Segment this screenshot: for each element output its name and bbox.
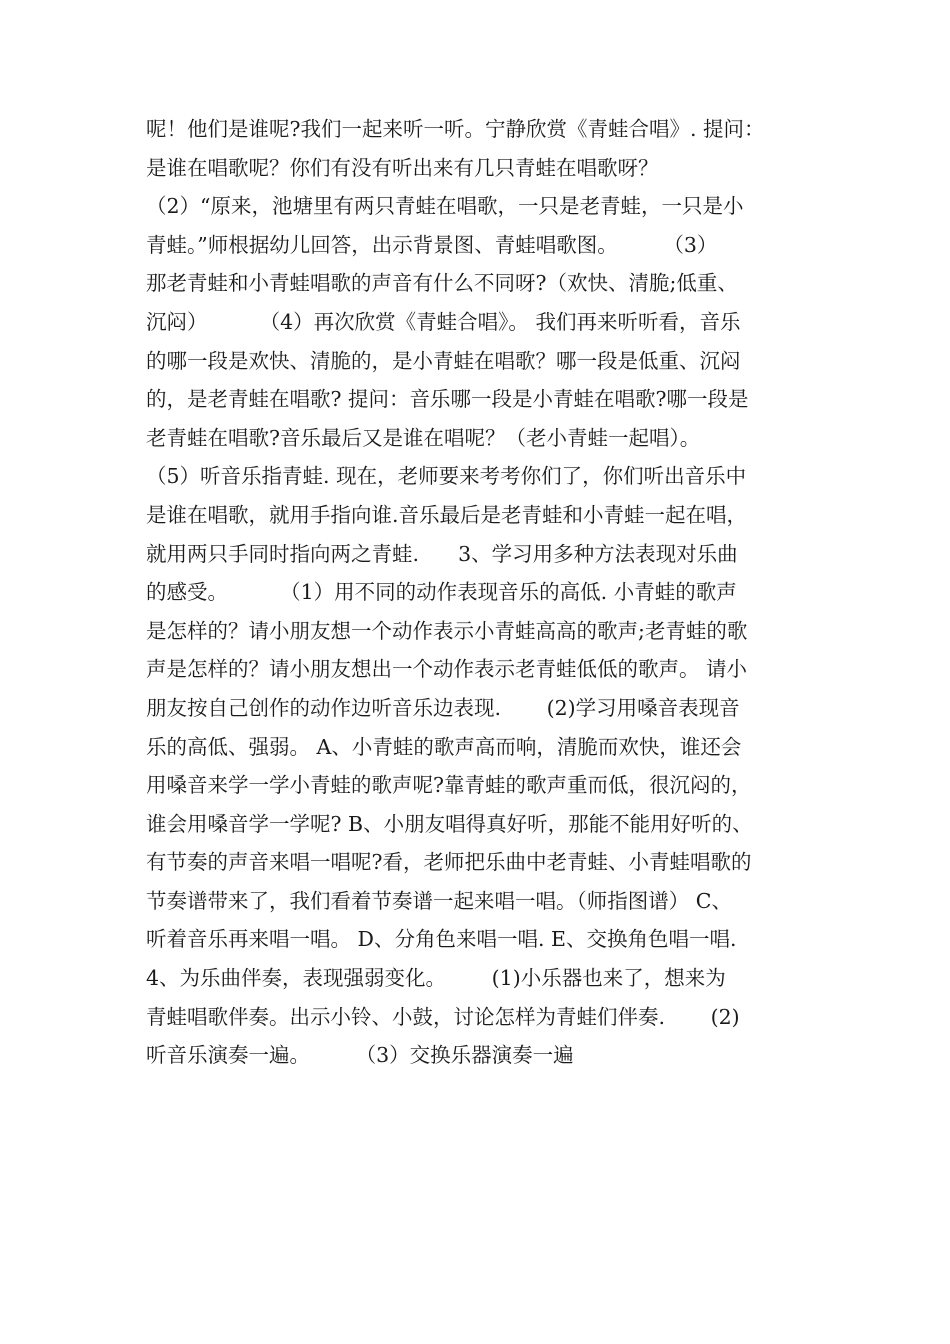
text-line: 朋友按自己创作的动作边听音乐边表现. (2)学习用嗓音表现音 (146, 695, 740, 720)
text-line: 的哪一段是欢快、清脆的，是小青蛙在唱歌？哪一段是低重、沉闷 (146, 348, 741, 373)
text-line: 听着音乐再来唱一唱。 D、分角色来唱一唱. E、交换角色唱一唱. (146, 927, 737, 952)
text-line: 有节奏的声音来唱一唱呢?看，老师把乐曲中老青蛙、小青蛙唱歌的 (146, 850, 752, 875)
body-text (146, 110, 810, 1075)
text-line: （5）听音乐指青蛙. 现在，老师要来考考你们了，你们听出音乐中 (146, 464, 747, 489)
text-line: 青蛙。”师根据幼儿回答，出示背景图、青蛙唱歌图。 （3） (146, 232, 718, 257)
text-line: 青蛙唱歌伴奏。出示小铃、小鼓，讨论怎样为青蛙们伴奏. (2) (146, 1004, 740, 1029)
text-line: 听音乐演奏一遍。 （3）交换乐器演奏一遍 (146, 1043, 574, 1068)
text-line: 是怎样的？请小朋友想一个动作表示小青蛙高高的歌声;老青蛙的歌 (146, 618, 748, 643)
text-line: 是谁在唱歌，就用手指向谁.音乐最后是老青蛙和小青蛙一起在唱， (146, 502, 748, 527)
text-line: 是谁在唱歌呢？你们有没有听出来有几只青蛙在唱歌呀？ (146, 155, 659, 180)
text-line: 那老青蛙和小青蛙唱歌的声音有什么不同呀?（欢快、清脆;低重、 (146, 271, 738, 296)
text-line: 沉闷） （4）再次欣赏《青蛙合唱》。 我们再来听听看，音乐 (146, 309, 741, 334)
text-line: 4、为乐曲伴奏，表现强弱变化。 (1)小乐器也来了，想来为 (146, 966, 726, 991)
text-line: 就用两只手同时指向两之青蛙. 3、学习用多种方法表现对乐曲 (146, 541, 738, 566)
text-line: （2）“原来，池塘里有两只青蛙在唱歌，一只是老青蛙，一只是小 (146, 194, 744, 219)
text-line: 呢！他们是谁呢?我们一起来听一听。宁静欣赏《青蛙合唱》. 提问： (146, 117, 765, 141)
text-line: 的，是老青蛙在唱歌? 提问：音乐哪一段是小青蛙在唱歌?哪一段是 (146, 387, 749, 412)
text-line: 乐的高低、强弱。 A、小青蛙的歌声高而响，清脆而欢快，谁还会 (146, 734, 742, 759)
text-line: 节奏谱带来了，我们看着节奏谱一起来唱一唱。（师指图谱） C、 (146, 888, 732, 913)
text-line: 谁会用嗓音学一学呢? B、小朋友唱得真好听，那能不能用好听的、 (146, 811, 753, 836)
text-line: 老青蛙在唱歌?音乐最后又是谁在唱呢？（老小青蛙一起唱）。 (146, 425, 701, 450)
text-line: 用嗓音来学一学小青蛙的歌声呢?靠青蛙的歌声重而低，很沉闷的， (146, 773, 752, 798)
text-line: 的感受。 （1）用不同的动作表现音乐的高低. 小青蛙的歌声 (146, 580, 737, 605)
text-line: 声是怎样的？请小朋友想出一个动作表示老青蛙低低的歌声。 请小 (146, 657, 748, 682)
